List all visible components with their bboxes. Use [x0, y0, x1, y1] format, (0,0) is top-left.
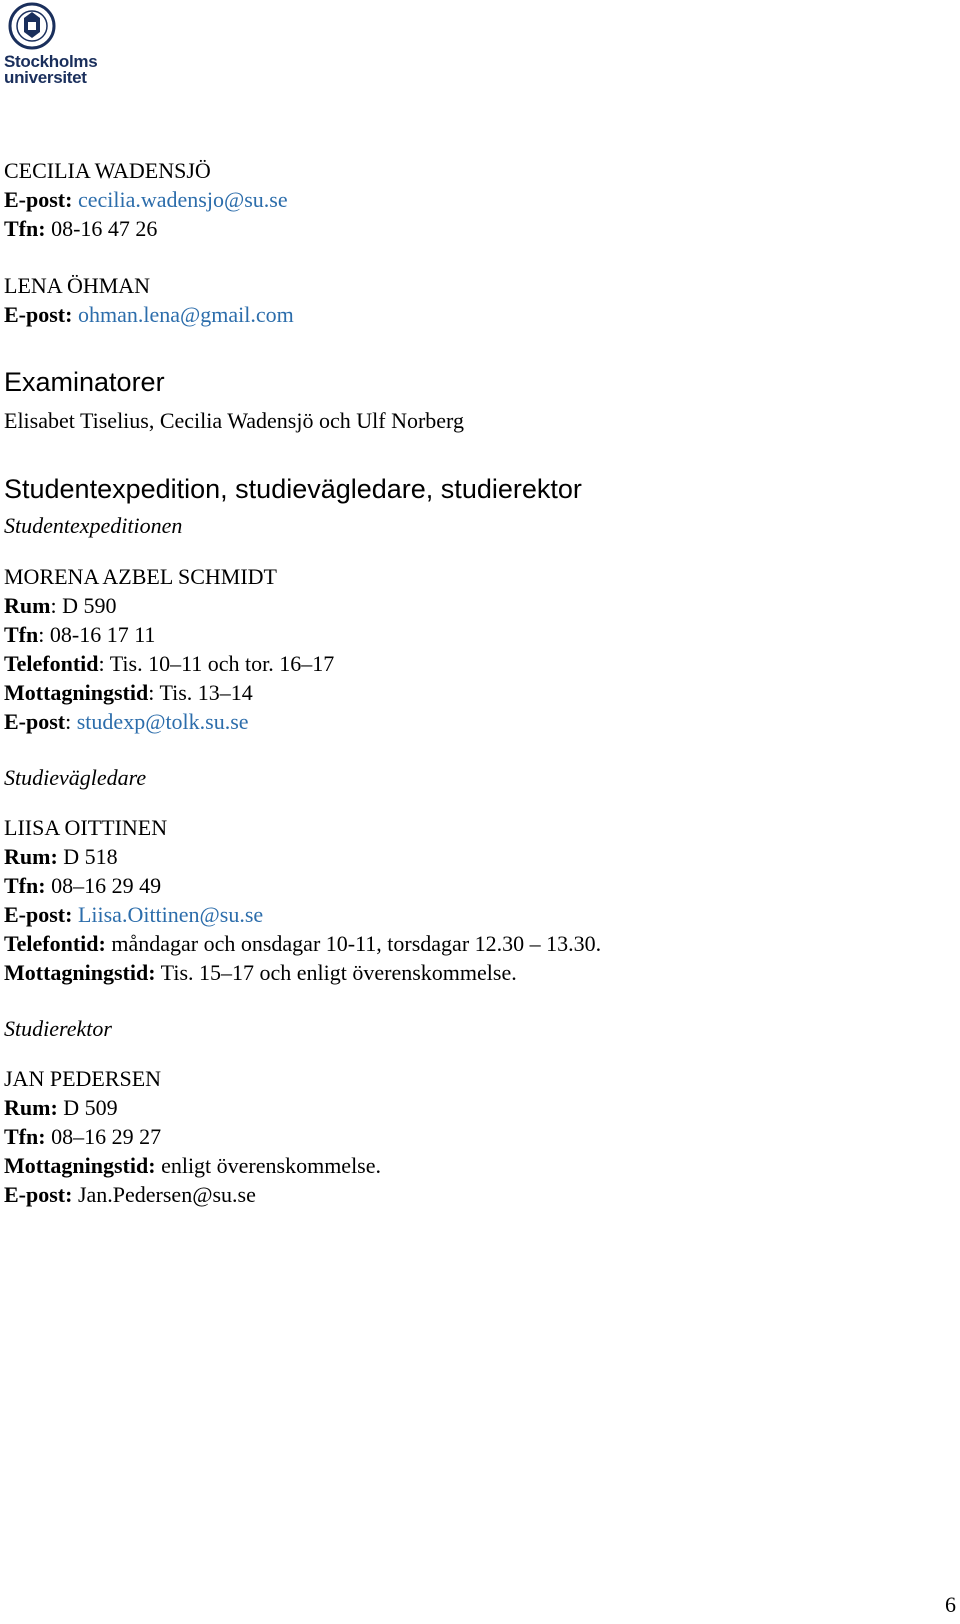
phone-time-value: måndagar och onsdagar 10-11, torsdagar 12.30 – 13.30.	[105, 931, 602, 956]
advisor-room-row	[4, 844, 118, 870]
logo-line-1: Stockholms	[4, 52, 98, 71]
university-logo	[4, 2, 114, 88]
student-section-heading: Studentexpedition, studievägledare, studierektor	[4, 474, 582, 504]
email-label: E-post:	[4, 1182, 73, 1207]
office-value: Tis. 15–17 och enligt överenskommelse.	[155, 960, 517, 985]
phone-value: 08-16 47 26	[51, 216, 158, 241]
contact-email-row	[4, 187, 288, 213]
phone-value: 08–16 29 27	[45, 1124, 162, 1149]
university-seal-icon	[4, 2, 64, 52]
phone-label: Tfn:	[4, 1124, 46, 1149]
contact-name: CECILIA WADENSJÖ	[4, 158, 211, 183]
email-label: E-post:	[4, 302, 73, 327]
phone-label: Tfn	[4, 622, 39, 647]
phone-value: 08–16 29 49	[45, 873, 162, 898]
expedition-room-row	[4, 593, 116, 619]
room-value: D 509	[57, 1095, 118, 1120]
advisor-name: LIISA OITTINEN	[4, 815, 168, 840]
expedition-email-row	[4, 709, 249, 735]
contact-email-row	[4, 302, 294, 328]
office-label: Mottagningstid	[4, 680, 149, 705]
office-label: Mottagningstid:	[4, 960, 156, 985]
office-value: : Tis. 13–14	[148, 680, 253, 705]
room-label: Rum	[4, 593, 51, 618]
contact-phone-row	[4, 216, 157, 242]
contact-name: LENA ÖHMAN	[4, 273, 151, 298]
director-subheading: Studierektor	[4, 1016, 112, 1041]
examiners-list: Elisabet Tiselius, Cecilia Wadensjö och Ulf Norberg	[4, 408, 464, 433]
expedition-name: MORENA AZBEL SCHMIDT	[4, 564, 277, 589]
email-link[interactable]: studexp@tolk.su.se	[76, 709, 249, 734]
director-room-row	[4, 1095, 118, 1121]
director-name: JAN PEDERSEN	[4, 1066, 162, 1091]
advisor-phone-time-row	[4, 931, 601, 957]
advisor-office-row	[4, 960, 517, 986]
expedition-phone-time-row	[4, 651, 334, 677]
phone-value: : 08-16 17 11	[38, 622, 156, 647]
room-value: : D 590	[50, 593, 117, 618]
director-email-row	[4, 1182, 256, 1208]
expedition-subheading: Studentexpeditionen	[4, 513, 183, 538]
logo-wordmark	[4, 54, 97, 86]
email-label: E-post:	[4, 187, 73, 212]
email-link[interactable]: Liisa.Oittinen@su.se	[77, 902, 264, 927]
room-value: D 518	[57, 844, 118, 869]
email-value: Jan.Pedersen@su.se	[72, 1182, 256, 1207]
expedition-office-row	[4, 680, 253, 706]
advisor-phone-row	[4, 873, 161, 899]
examiners-heading: Examinatorer	[4, 367, 165, 397]
phone-label: Tfn:	[4, 873, 46, 898]
director-phone-row	[4, 1124, 161, 1150]
room-label: Rum:	[4, 1095, 58, 1120]
email-separator: :	[65, 709, 77, 734]
room-label: Rum:	[4, 844, 58, 869]
logo-line-2: universitet	[4, 68, 87, 87]
advisor-email-row	[4, 902, 263, 928]
office-value: enligt överenskommelse.	[155, 1153, 382, 1178]
advisor-subheading: Studievägledare	[4, 765, 147, 790]
phone-time-value: : Tis. 10–11 och tor. 16–17	[98, 651, 335, 676]
page-number: 6	[945, 1592, 956, 1617]
office-label: Mottagningstid:	[4, 1153, 156, 1178]
director-office-row	[4, 1153, 381, 1179]
phone-time-label: Telefontid	[4, 651, 99, 676]
phone-time-label: Telefontid:	[4, 931, 106, 956]
email-label: E-post:	[4, 902, 73, 927]
email-link[interactable]: ohman.lena@gmail.com	[77, 302, 294, 327]
phone-label: Tfn:	[4, 216, 46, 241]
expedition-phone-row	[4, 622, 155, 648]
email-label: E-post	[4, 709, 66, 734]
email-link[interactable]: cecilia.wadensjo@su.se	[77, 187, 288, 212]
